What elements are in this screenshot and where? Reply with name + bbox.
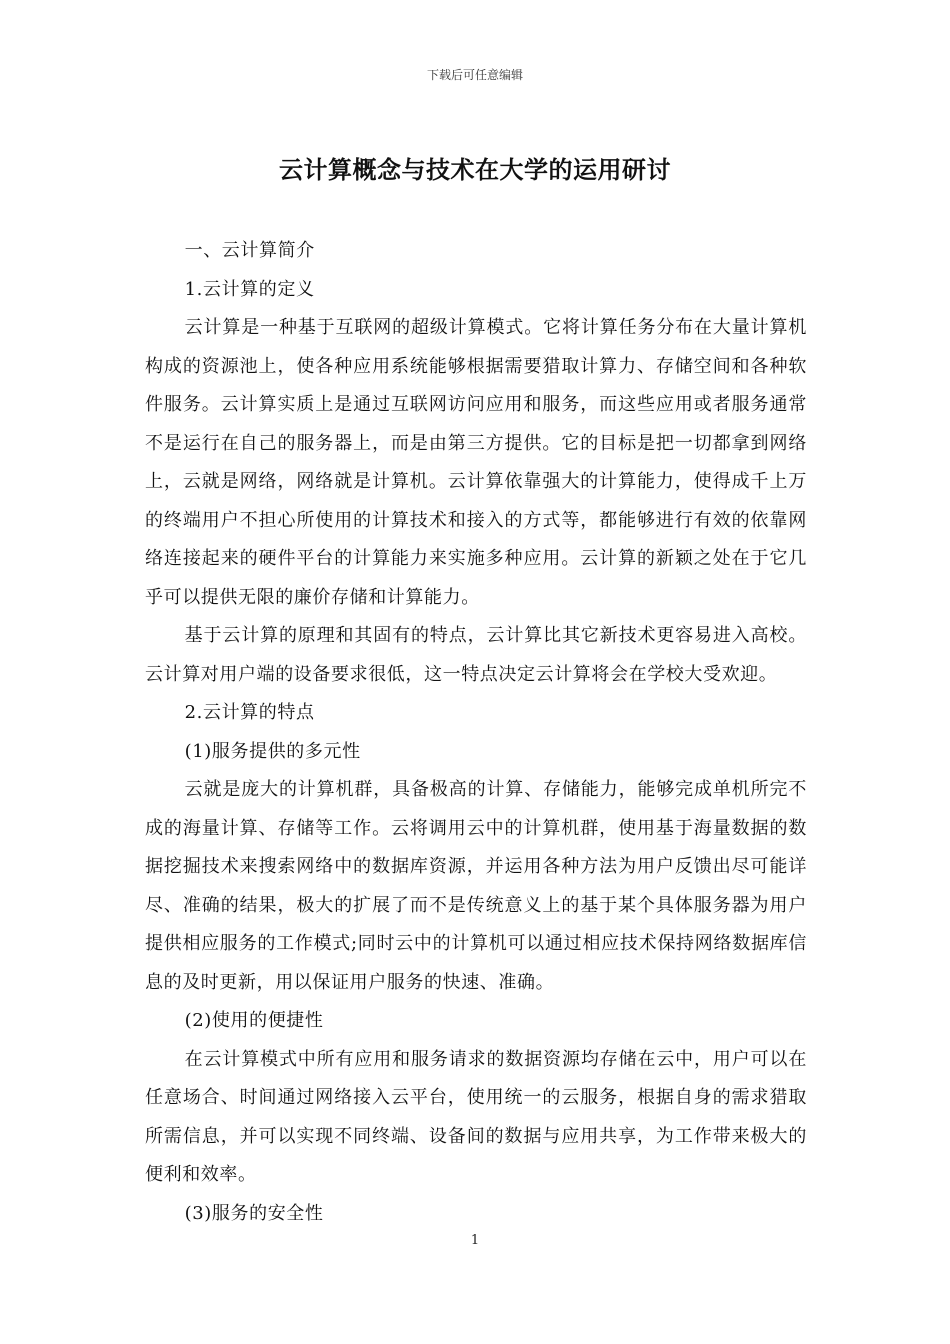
document-body <box>145 232 807 1233</box>
item-heading: (1)服务提供的多元性 <box>184 740 361 762</box>
item-heading: (2)使用的便捷性 <box>184 1010 324 1031</box>
body-paragraph: 基于云计算的原理和其固有的特点，云计算比其它新技术更容易进入高校。云计算对用户端的设备要求很低，这一特点决定云计算将会在学校大受欢迎。 <box>145 625 807 685</box>
body-paragraph: 在云计算模式中所有应用和服务请求的数据资源均存储在云中，用户可以在任意场合、时间通过网络接入云平台，使用统一的云服务，根据自身的需求猎取所需信息，并可以实现不同终端、设备间的数据与应用共享，为工作带来极大的便利和效率。 <box>145 1048 807 1185</box>
item-heading: (3)服务的安全性 <box>184 1202 324 1224</box>
subsection-heading: 2.云计算的特点 <box>184 702 315 723</box>
subsection-heading: 1.云计算的定义 <box>184 278 315 300</box>
body-paragraph: 云就是庞大的计算机群，具备极高的计算、存储能力，能够完成单机所完不成的海量计算、存储等工作。云将调用云中的计算机群，使用基于海量数据的数据挖掘技术来搜索网络中的数据库资源，并运用各种方法为用户反馈出尽可能详尽、准确的结果，极大的扩展了而不是传统意义上的基于某个具体服务器为用户提供相应服务的工作模式;同时云中的计算机可以通过相应技术保持网络数据库信息的及时更新，用以保证用户服务的快速、准确。 <box>145 779 807 993</box>
document-title: 云计算概念与技术在大学的运用研讨 <box>279 155 671 184</box>
section-heading: 一、云计算简介 <box>184 240 315 261</box>
body-paragraph: 云计算是一种基于互联网的超级计算模式。它将计算任务分布在大量计算机构成的资源池上，使各种应用系统能够根据需要猎取计算力、存储空间和各种软件服务。云计算实质上是通过互联网访问应用和服务，而这些应用或者服务通常不是运行在自己的服务器上，而是由第三方提供。它的目标是把一切都拿到网络上，云就是网络，网络就是计算机。云计算依靠强大的计算能力，使得成千上万的终端用户不担心所使用的计算技术和接入的方式等，都能够进行有效的依靠网络连接起来的硬件平台的计算能力来实施多种应用。云计算的新颖之处在于它几乎可以提供无限的廉价存储和计算能力。 <box>145 317 807 608</box>
page-number: 1 <box>470 1233 480 1248</box>
header-note: 下载后可任意编辑 <box>426 68 523 82</box>
